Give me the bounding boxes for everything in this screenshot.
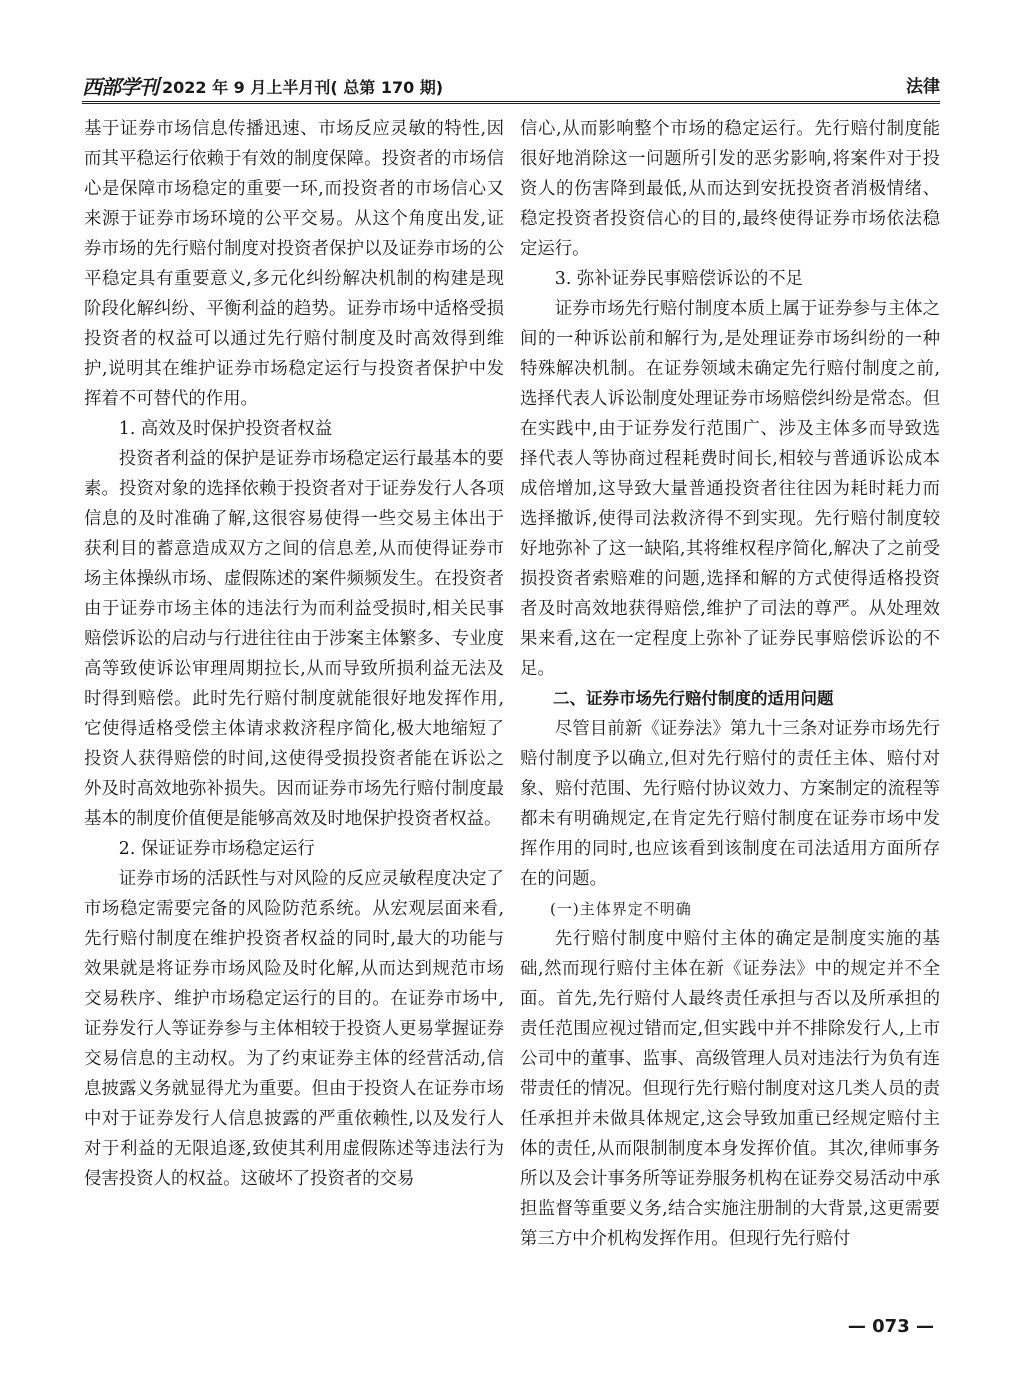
right-column xyxy=(520,114,940,1254)
page-header xyxy=(82,72,940,104)
paragraph: 尽管目前新《证券法》第九十三条对证券市场先行赔付制度予以确立,但对先行赔付的责任主体、赔付对象、赔付范围、先行赔付协议效力、方案制定的流程等都未有明确规定,在肯定先行赔付制度在证券市场中发挥作用的同时,也应该看到该制度在司法适用方面所存在的问题。 xyxy=(520,719,940,889)
page-number: — 073 — xyxy=(847,1316,934,1337)
subheading: 3. 弥补证券民事赔偿诉讼的不足 xyxy=(554,269,803,289)
section-heading: 二、证券市场先行赔付制度的适用问题 xyxy=(553,689,834,708)
issue-info: 2022 年 9 月上半月刊( 总第 170 期) xyxy=(162,78,444,98)
paragraph: 投资者利益的保护是证券市场稳定运行最基本的要素。投资对象的选择依赖于投资者对于证券发行人各项信息的及时准确了解,这很容易使得一些交易主体出于获利目的蓄意造成双方之间的信息差,从而使得证券市场主体操纵市场、虚假陈述的案件频频发生。在投资者由于证券市场主体的违法行为而利益受损时,相关民事赔偿诉讼的启动与行进往往由于涉案主体繁多、专业度高等致使诉讼审理周期拉长,从而导致所损利益无法及时得到赔偿。此时先行赔付制度就能很好地发挥作用,它使得适格受偿主体请求救济程序简化,极大地缩短了投资人获得赔偿的时间,这使得受损投资者能在诉讼之外及时高效地弥补损失。因而证券市场先行赔付制度最基本的制度价值便是能够高效及时地保护投资者权益。 xyxy=(84,449,504,829)
subsection-heading: (一)主体界定不明确 xyxy=(550,900,692,918)
paragraph: 证券市场先行赔付制度本质上属于证券参与主体之间的一种诉讼前和解行为,是处理证券市场纠纷的一种特殊解决机制。在证券领域未确定先行赔付制度之前,选择代表人诉讼制度处理证券市场赔偿纠纷是常态。但在实践中,由于证券发行范围广、涉及主体多而导致选择代表人等协商过程耗费时间长,相较与普通诉讼成本成倍增加,这导致大量普通投资者往往因为耗时耗力而选择撤诉,使得司法救济得不到实现。先行赔付制度较好地弥补了这一缺陷,其将维权程序简化,解决了之前受损投资者索赔难的问题,选择和解的方式使得适格投资者及时高效地获得赔偿,维护了司法的尊严。从处理效果来看,这在一定程度上弥补了证券民事赔偿诉讼的不足。 xyxy=(520,299,940,679)
subheading: 2. 保证证券市场稳定运行 xyxy=(118,839,315,859)
paragraph: 先行赔付制度中赔付主体的确定是制度实施的基础,然而现行赔付主体在新《证券法》中的规定并不全面。首先,先行赔付人最终责任承担与否以及所承担的责任范围应视过错而定,但实践中并不排除发行人,上市公司中的董事、监事、高级管理人员对违法行为负有连带责任的情况。但现行先行赔付制度对这几类人员的责任承担并未做具体规定,这会导致加重已经规定赔付主体的责任,从而限制制度本身发挥价值。其次,律师事务所以及会计事务所等证券服务机构在证券交易活动中承担监督等重要义务,结合实施注册制的大背景,这更需要第三方中介机构发挥作用。但现行先行赔付 xyxy=(520,929,940,1249)
subheading: 1. 高效及时保护投资者权益 xyxy=(118,419,333,439)
paragraph: 证券市场的活跃性与对风险的反应灵敏程度决定了市场稳定需要完备的风险防范系统。从宏观层面来看,先行赔付制度在维护投资者权益的同时,最大的功能与效果就是将证券市场风险及时化解,从而达到规范市场交易秩序、维护市场稳定运行的目的。在证券市场中,证券发行人等证券参与主体相较于投资人更易掌握证券交易信息的主动权。为了约束证券主体的经营活动,信息披露义务就显得尤为重要。但由于投资人在证券市场中对于证券发行人信息披露的严重依赖性,以及发行人对于利益的无限追逐,致使其利用虚假陈述等违法行为侵害投资人的权益。这破坏了投资者的交易 xyxy=(84,869,504,1189)
header-left xyxy=(82,77,443,97)
journal-logo: 西部学刊 xyxy=(82,75,158,99)
section-title: 法律 xyxy=(906,77,940,98)
left-column xyxy=(84,114,504,1194)
paragraph: 基于证券市场信息传播迅速、市场反应灵敏的特性,因而其平稳运行依赖于有效的制度保障。投资者的市场信心是保障市场稳定的重要一环,而投资者的市场信心又来源于证券市场环境的公平交易。从这个角度出发,证券市场的先行赔付制度对投资者保护以及证券市场的公平稳定具有重要意义,多元化纠纷解决机制的构建是现阶段化解纠纷、平衡利益的趋势。证券市场中适格受损投资者的权益可以通过先行赔付制度及时高效得到维护,说明其在维护证券市场稳定运行与投资者保护中发挥着不可替代的作用。 xyxy=(84,119,504,409)
paragraph: 信心,从而影响整个市场的稳定运行。先行赔付制度能很好地消除这一问题所引发的恶劣影响,将案件对于投资人的伤害降到最低,从而达到安抚投资者消极情绪、稳定投资者投资信心的目的,最终使得证券市场依法稳定运行。 xyxy=(520,119,940,259)
